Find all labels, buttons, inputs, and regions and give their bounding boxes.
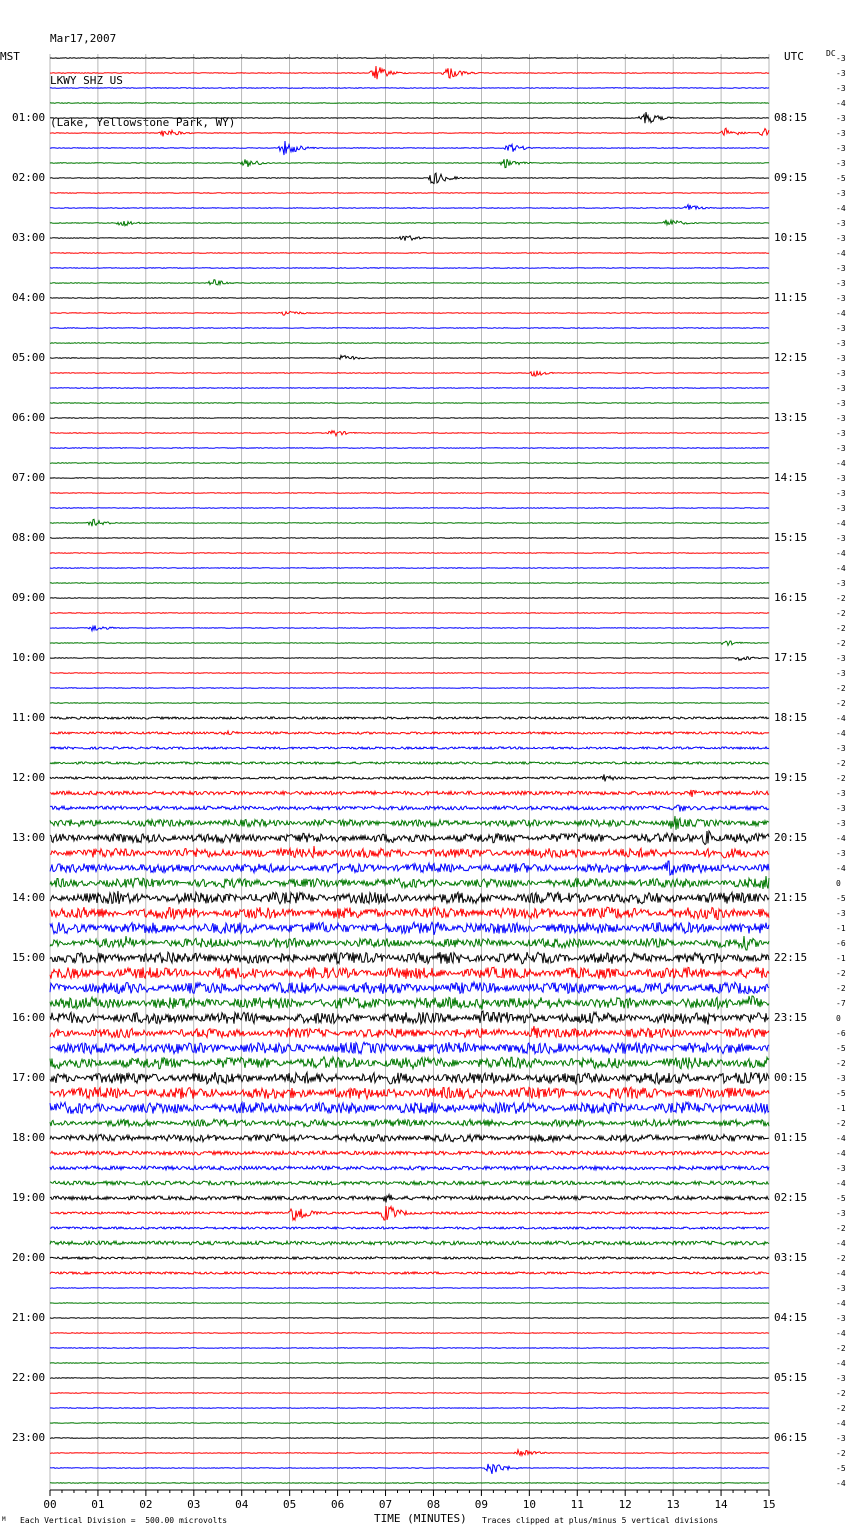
trace-83	[50, 1303, 769, 1304]
trace-6	[50, 141, 769, 155]
trace-offset-label: -2	[836, 1119, 846, 1128]
left-timezone-label: MST	[0, 50, 20, 63]
trace-offset-label: -5	[836, 1044, 846, 1053]
trace-27	[50, 463, 769, 464]
trace-16	[50, 298, 769, 299]
trace-85	[50, 1333, 769, 1334]
trace-offset-label: -7	[836, 999, 846, 1008]
x-tick-label: 13	[666, 1498, 680, 1511]
x-tick-label: 09	[474, 1498, 489, 1511]
trace-67	[50, 1057, 769, 1069]
trace-offset-label: -5	[836, 1089, 846, 1098]
recording-date: Mar17,2007	[50, 32, 117, 45]
trace-offset-label: -3	[836, 234, 846, 243]
trace-offset-label: -3	[836, 579, 846, 588]
trace-38	[50, 626, 769, 631]
seismic-traces	[50, 58, 769, 1484]
trace-35	[50, 583, 769, 584]
trace-offset-label: -3	[836, 384, 846, 393]
trace-60	[50, 952, 769, 964]
trace-offset-label: -4	[836, 1179, 846, 1188]
trace-offset-label: -3	[836, 129, 846, 138]
trace-offset-label: -4	[836, 1419, 846, 1428]
trace-offset-label: -4	[836, 1359, 846, 1368]
mst-hour-label: 07:00	[12, 471, 46, 484]
trace-33	[50, 553, 769, 554]
utc-hour-label: 13:15	[774, 411, 808, 424]
trace-30	[50, 508, 769, 509]
trace-offset-label: -3	[836, 819, 846, 828]
trace-offset-label: -2	[836, 1254, 846, 1263]
station-code: LKWY SHZ US	[50, 74, 123, 87]
trace-88	[50, 1378, 769, 1379]
trace-offset-label: -2	[836, 594, 846, 603]
trace-13	[50, 253, 769, 254]
trace-offset-label: -3	[836, 804, 846, 813]
trace-offset-label: 0	[836, 1014, 841, 1023]
trace-70	[50, 1102, 769, 1114]
trace-53	[50, 846, 769, 858]
trace-offset-label: -3	[836, 474, 846, 483]
trace-offset-label: -2	[836, 969, 846, 978]
mst-hour-label: 18:00	[12, 1131, 46, 1144]
trace-offset-label: -4	[836, 519, 846, 528]
trace-offset-label: -1	[836, 954, 846, 963]
trace-87	[50, 1363, 769, 1364]
trace-71	[50, 1119, 769, 1126]
mst-hour-label: 14:00	[12, 891, 46, 904]
trace-offset-label: -5	[836, 1464, 846, 1473]
trace-40	[50, 657, 769, 661]
trace-offset-label: -2	[836, 984, 846, 993]
trace-44	[50, 717, 769, 719]
trace-offset-label: -3	[836, 354, 846, 363]
trace-75	[50, 1181, 769, 1185]
trace-offset-label: -3	[836, 279, 846, 288]
trace-42	[50, 688, 769, 689]
trace-17	[50, 311, 769, 315]
trace-offset-label: -3	[836, 1434, 846, 1443]
mst-hour-label: 20:00	[12, 1251, 46, 1264]
trace-offset-label: -3	[836, 324, 846, 333]
trace-offset-label: -5	[836, 174, 846, 183]
trace-offset-label: -3	[836, 1314, 846, 1323]
trace-15	[50, 280, 769, 285]
trace-offset-label: -2	[836, 1344, 846, 1353]
dc-label: DC	[826, 49, 836, 58]
utc-hour-label: 16:15	[774, 591, 808, 604]
mst-hour-label: 13:00	[12, 831, 46, 844]
utc-hour-label: 03:15	[774, 1251, 808, 1264]
trace-8	[50, 173, 769, 183]
x-tick-label: 01	[91, 1498, 105, 1511]
trace-26	[50, 448, 769, 449]
trace-offset-label: -2	[836, 639, 846, 648]
trace-offset-label: -2	[836, 1449, 846, 1458]
x-tick-label: 12	[618, 1498, 632, 1511]
trace-offset-label: -4	[836, 1269, 846, 1278]
trace-offset-label: -4	[836, 1299, 846, 1308]
trace-59	[50, 936, 769, 950]
trace-69	[50, 1087, 769, 1099]
utc-hour-label: 14:15	[774, 471, 808, 484]
trace-92	[50, 1438, 769, 1439]
trace-offset-label: -6	[836, 939, 846, 948]
trace-31	[50, 519, 769, 526]
trace-58	[50, 922, 769, 935]
trace-82	[50, 1288, 769, 1289]
mst-hour-label: 21:00	[12, 1311, 46, 1324]
utc-hour-label: 22:15	[774, 951, 808, 964]
trace-41	[50, 673, 769, 674]
trace-offset-label: -4	[836, 99, 846, 108]
trace-5	[50, 128, 769, 136]
trace-offset-label: -2	[836, 1389, 846, 1398]
trace-offset-label: -4	[836, 309, 846, 318]
utc-hour-label: 10:15	[774, 231, 808, 244]
mst-hour-label: 12:00	[12, 771, 46, 784]
x-tick-label: 05	[283, 1498, 297, 1511]
trace-28	[50, 478, 769, 479]
mst-hour-label: 09:00	[12, 591, 46, 604]
trace-offset-label: -2	[836, 1404, 846, 1413]
trace-0	[50, 58, 769, 59]
trace-offset-label: -2	[836, 609, 846, 618]
trace-offset-label: -4	[836, 729, 846, 738]
trace-62	[50, 982, 769, 994]
x-axis-title: TIME (MINUTES)	[374, 1512, 467, 1525]
mst-hour-label: 04:00	[12, 291, 46, 304]
trace-offset-label: -1	[836, 1104, 846, 1113]
trace-offset-label: -3	[836, 1374, 846, 1383]
mst-hour-label: 03:00	[12, 231, 46, 244]
trace-offset-label: -3	[836, 339, 846, 348]
trace-54	[50, 861, 769, 875]
trace-18	[50, 328, 769, 329]
trace-offset-label: -4	[836, 1134, 846, 1143]
trace-offset-label: -3	[836, 219, 846, 228]
mst-hour-label: 06:00	[12, 411, 46, 424]
trace-61	[50, 967, 769, 979]
trace-offset-label: -3	[836, 1164, 846, 1173]
trace-offset-label: -3	[836, 369, 846, 378]
utc-hour-label: 17:15	[774, 651, 808, 664]
trace-offset-label: -3	[836, 114, 846, 123]
trace-offset-label: -3	[836, 54, 846, 63]
trace-36	[50, 598, 769, 599]
trace-76	[50, 1195, 769, 1203]
trace-offset-label: -3	[836, 84, 846, 93]
trace-79	[50, 1241, 769, 1245]
trace-24	[50, 418, 769, 419]
trace-34	[50, 568, 769, 569]
mst-hour-label: 11:00	[12, 711, 46, 724]
trace-offset-label: -3	[836, 144, 846, 153]
utc-hour-label: 20:15	[774, 831, 808, 844]
trace-65	[50, 1026, 769, 1038]
trace-51	[50, 816, 769, 830]
trace-73	[50, 1151, 769, 1155]
trace-offset-label: -4	[836, 459, 846, 468]
trace-22	[50, 388, 769, 389]
mst-hour-label: 23:00	[12, 1431, 46, 1444]
trace-offset-label: -2	[836, 759, 846, 768]
utc-hour-label: 06:15	[774, 1431, 808, 1444]
trace-23	[50, 403, 769, 404]
trace-offset-label: -3	[836, 789, 846, 798]
trace-offset-label: -3	[836, 849, 846, 858]
trace-offset-label: -4	[836, 564, 846, 573]
trace-68	[50, 1072, 769, 1084]
trace-offset-label: -3	[836, 294, 846, 303]
trace-2	[50, 88, 769, 89]
trace-offset-label: -3	[836, 414, 846, 423]
trace-offset-label: -3	[836, 429, 846, 438]
trace-29	[50, 493, 769, 494]
mst-hour-label: 01:00	[12, 111, 46, 124]
utc-hour-label: 21:15	[774, 891, 808, 904]
clip-note: Traces clipped at plus/minus 5 vertical divisions	[482, 1516, 719, 1525]
trace-offset-label: -2	[836, 774, 846, 783]
trace-77	[50, 1206, 769, 1220]
trace-47	[50, 762, 769, 764]
trace-offset-label: -4	[836, 1239, 846, 1248]
trace-offset-label: -2	[836, 699, 846, 708]
trace-86	[50, 1348, 769, 1349]
trace-10	[50, 205, 769, 210]
trace-74	[50, 1166, 769, 1170]
trace-43	[50, 703, 769, 704]
trace-37	[50, 613, 769, 614]
trace-94	[50, 1464, 769, 1474]
trace-7	[50, 159, 769, 168]
trace-offset-label: -3	[836, 669, 846, 678]
trace-offset-label: -6	[836, 1029, 846, 1038]
scale-note: Each Vertical Division = 500.00 microvolts	[20, 1516, 228, 1525]
trace-91	[50, 1423, 769, 1424]
trace-89	[50, 1393, 769, 1394]
mst-hour-label: 17:00	[12, 1071, 46, 1084]
trace-39	[50, 641, 769, 645]
trace-offset-label: -3	[836, 399, 846, 408]
trace-offset-label: -3	[836, 1074, 846, 1083]
utc-hour-label: 19:15	[774, 771, 808, 784]
minute-gridlines	[50, 54, 769, 1495]
trace-95	[50, 1483, 769, 1484]
utc-hour-label: 15:15	[774, 531, 808, 544]
utc-hour-label: 12:15	[774, 351, 808, 364]
trace-84	[50, 1318, 769, 1319]
trace-offset-label: -2	[836, 684, 846, 693]
trace-45	[50, 731, 769, 735]
utc-hour-label: 11:15	[774, 291, 808, 304]
trace-offset-label: -4	[836, 834, 846, 843]
utc-hour-label: 01:15	[774, 1131, 808, 1144]
trace-offset-label: -3	[836, 504, 846, 513]
x-tick-label: 02	[139, 1498, 153, 1511]
trace-offset-label: -5	[836, 1194, 846, 1203]
mst-hour-label: 02:00	[12, 171, 46, 184]
trace-21	[50, 371, 769, 376]
trace-66	[50, 1042, 769, 1054]
trace-14	[50, 268, 769, 269]
mst-hour-label: 15:00	[12, 951, 46, 964]
trace-offset-label: -4	[836, 864, 846, 873]
trace-81	[50, 1272, 769, 1274]
trace-offset-label: -3	[836, 534, 846, 543]
trace-offset-label: -2	[836, 624, 846, 633]
trace-offset-label: -3	[836, 189, 846, 198]
trace-offset-label: -3	[836, 1209, 846, 1218]
trace-offset-label: -3	[836, 1284, 846, 1293]
trace-offset-label: -5	[836, 894, 846, 903]
trace-52	[50, 831, 769, 845]
corner-mark: M	[2, 1516, 6, 1523]
utc-hour-label: 08:15	[774, 111, 808, 124]
station-location: (Lake, Yellowstone Park, WY)	[50, 116, 236, 129]
trace-50	[50, 805, 769, 811]
mst-hour-label: 10:00	[12, 651, 46, 664]
trace-78	[50, 1227, 769, 1229]
trace-64	[50, 1011, 769, 1025]
x-tick-label: 10	[522, 1498, 536, 1511]
mst-hour-label: 05:00	[12, 351, 46, 364]
x-tick-label: 00	[43, 1498, 57, 1511]
trace-offset-label: -2	[836, 1224, 846, 1233]
x-tick-label: 07	[378, 1498, 393, 1511]
mst-hour-label: 08:00	[12, 531, 46, 544]
trace-90	[50, 1408, 769, 1409]
trace-32	[50, 538, 769, 539]
mst-hour-label: 22:00	[12, 1371, 46, 1384]
trace-57	[50, 907, 769, 919]
trace-3	[50, 103, 769, 104]
trace-offset-label: -4	[836, 1329, 846, 1338]
mst-hour-label: 16:00	[12, 1011, 46, 1024]
trace-offset-label: -3	[836, 909, 846, 918]
trace-63	[50, 996, 769, 1010]
trace-offset-label: -4	[836, 249, 846, 258]
trace-offset-label: -3	[836, 444, 846, 453]
trace-1	[50, 66, 769, 79]
utc-hour-label: 23:15	[774, 1011, 808, 1024]
x-tick-label: 08	[426, 1498, 441, 1511]
trace-offset-label: -4	[836, 549, 846, 558]
trace-offset-label: 0	[836, 879, 841, 888]
trace-offset-label: -3	[836, 489, 846, 498]
trace-4	[50, 112, 769, 123]
trace-80	[50, 1257, 769, 1259]
utc-hour-label: 02:15	[774, 1191, 808, 1204]
utc-hour-label: 00:15	[774, 1071, 808, 1084]
trace-offset-label: -4	[836, 204, 846, 213]
trace-49	[50, 790, 769, 797]
trace-20	[50, 356, 769, 360]
trace-93	[50, 1450, 769, 1456]
utc-hour-label: 05:15	[774, 1371, 808, 1384]
trace-offset-label: -3	[836, 654, 846, 663]
trace-offset-label: -3	[836, 744, 846, 753]
trace-25	[50, 431, 769, 436]
trace-offset-label: -3	[836, 69, 846, 78]
utc-hour-label: 04:15	[774, 1311, 808, 1324]
mst-hour-label: 19:00	[12, 1191, 46, 1204]
trace-offset-label: -4	[836, 1479, 846, 1488]
trace-12	[50, 236, 769, 241]
trace-19	[50, 343, 769, 344]
utc-hour-label: 09:15	[774, 171, 808, 184]
trace-55	[50, 876, 769, 889]
trace-offset-label: -3	[836, 264, 846, 273]
trace-9	[50, 193, 769, 194]
trace-offset-label: -4	[836, 1149, 846, 1158]
trace-11	[50, 220, 769, 226]
x-tick-label: 11	[570, 1498, 584, 1511]
x-tick-label: 06	[330, 1498, 345, 1511]
x-tick-label: 03	[187, 1498, 201, 1511]
utc-hour-label: 18:15	[774, 711, 808, 724]
x-tick-label: 15	[762, 1498, 776, 1511]
trace-48	[50, 774, 769, 781]
x-tick-label: 14	[714, 1498, 728, 1511]
trace-offset-label: -3	[836, 159, 846, 168]
right-timezone-label: UTC	[784, 50, 804, 63]
trace-offset-label: -1	[836, 924, 846, 933]
trace-46	[50, 747, 769, 749]
trace-72	[50, 1134, 769, 1141]
trace-56	[50, 891, 769, 904]
x-tick-label: 04	[235, 1498, 249, 1511]
trace-offset-label: -2	[836, 1059, 846, 1068]
trace-offset-label: -4	[836, 714, 846, 723]
time-axis	[43, 1490, 775, 1511]
